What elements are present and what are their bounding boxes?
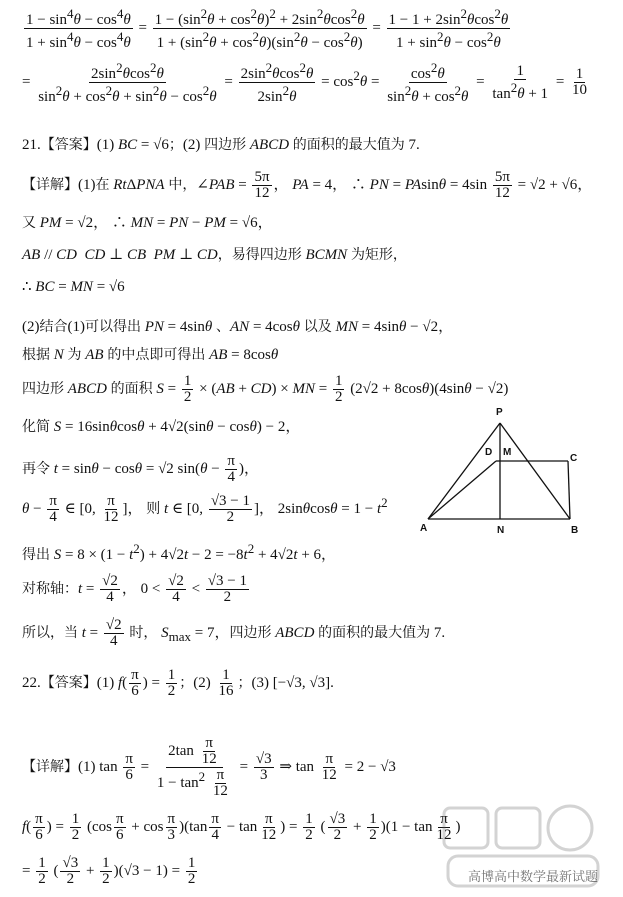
label-M: M xyxy=(503,447,512,458)
q21-part2-7: 得出 $S = 8 \times (1 - t^2) + 4√2t - 2 = -8t^2 + 4√2t + 6$， xyxy=(22,541,337,563)
label-D: D xyxy=(485,447,493,458)
q22-detail-1: 【详解】(1) tan $\frac{\pi}{6}$ = 2tan $\frac{\pi}{12}$ $1 - \tan^2$ $\frac{\pi}{12}$ = $\frac{√3}{3}$ ⇒ tan $\frac{\pi}{12}$ = 2 − √3 xyxy=(22,735,396,799)
line-AD xyxy=(428,461,496,519)
q22-detail-3: = $\frac{1}{2}$ ( $\frac{√3}{2}$ + $\frac{1}{2}$ )(√3 − 1) = $\frac{1}{2}$ xyxy=(22,855,196,887)
label-N: N xyxy=(497,525,505,536)
q21-part2-3: 四边形 ABCD 的面积 S = $\frac{1}{2}$ × (AB + CD) × MN = $\frac{1}{2}$ (2√2 + 8cosθ)(4sinθ − √2) xyxy=(22,373,509,405)
q21-detail-2: 又 PM = √2， ∴ MN = PN − PM = √6， xyxy=(22,215,273,231)
q22-detail-2: f( $\frac{\pi}{6}$ ) = $\frac{1}{2}$ (cos $\frac{\pi}{6}$ + cos $\frac{\pi}{3}$ )(tan $\frac{\pi}{4}$ − tan $\frac{\pi}{12}$ ) = $\frac{1}{2}$ ( $\frac{√3}{2}$ + $\frac{1}{2}$ )(1 − tan $\frac{\pi}{12}$ ) xyxy=(22,811,461,843)
line-CB xyxy=(568,461,570,519)
q21-part2-2: 根据 N 为 AB 的中点即可得出 AB = 8cosθ xyxy=(22,347,279,363)
q21-part2-6: θ − $\frac{\pi}{4}$ ∈ [0, $\frac{\pi}{12}$ ]， 则 t ∈ [0, $\frac{√3 - 1}{2}$ ]， $2\sin\theta\cos\theta = 1 - t^2$ xyxy=(22,493,388,526)
label-A: A xyxy=(420,523,428,534)
q21-part2-5: 再令 t = sinθ − cosθ = √2 sin(θ − $\frac{\pi}{4}$ )， xyxy=(22,453,259,485)
label-B: B xyxy=(571,525,579,536)
label-C: C xyxy=(570,453,578,464)
q21-part2-9: 所以，当 t = $\frac{√2}{4}$ 时， $S_{max} = 7$，四边形 ABCD 的面积的最大值为 7. xyxy=(22,617,446,649)
trapezoid-diagram xyxy=(418,405,594,541)
equation-line-2: = $\frac{2\sin^2\theta\cos^2\theta}{\sin^2\theta + \cos^2\theta + \sin^2\theta - \cos^2\theta}$ = $\frac{2\sin^2\theta\cos^2\theta}{2\sin^2\theta}$ = $\cos^2\theta$ = $\frac{\cos^2\theta}{\sin^2\theta + \cos^2\theta}$ = $\frac{1}{\tan^2\theta + 1}$ = $\frac{1}{10}$ xyxy=(22,60,588,105)
q22-answer: 22.【答案】(1) f( $\frac{\pi}{6}$ ) = $\frac{1}{2}$ ；(2) $\frac{1}{16}$ ；(3) [−√3, √3]. xyxy=(22,667,334,699)
q21-part2-8: 对称轴：t = $\frac{√2}{4}$ ， 0 < $\frac{√2}{4}$ < $\frac{√3 - 1}{2}$ xyxy=(22,573,247,605)
equation-line-1: $\frac{1 - \sin^4\theta - \cos^4\theta}{1 + \sin^4\theta - \cos^4\theta}$ = $\frac{1 - (\sin^2\theta + \cos^2\theta)^2 + 2\sin^2\theta\cos^2\theta}{1 + (\sin^2\theta + \cos^2\theta)(\sin^2\theta - \cos^2\theta)}$ = $\frac{1 - 1 + 2\sin^2\theta\cos^2\theta}{1 + \sin^2\theta - \cos^2\theta}$ xyxy=(26,6,509,51)
q21-detail-4: ∴ BC = MN = √6 xyxy=(22,279,125,295)
q21-answer: 21.【答案】(1) BC = √6；(2) 四边形 ABCD 的面积的最大值为 7. xyxy=(22,137,420,153)
geometry-figure xyxy=(418,405,594,541)
watermark-text: 高博高中数学最新试题 xyxy=(468,870,599,885)
label-P: P xyxy=(496,407,503,418)
q21-part2-1: (2)结合(1)可以得出 PN = 4sinθ 、AN = 4cosθ 以及 MN = 4sinθ − √2， xyxy=(22,319,454,335)
line-AP xyxy=(428,423,500,519)
q21-part2-4: 化简 S = 16sinθcosθ + 4√2(sinθ − cosθ) − 2， xyxy=(22,419,301,435)
q21-detail-1: 【详解】(1)在 RtΔPNA 中，∠PAB = $\frac{5\pi}{12}$ ， PA = 4， ∴ PN = PAsinθ = 4sin $\frac{5\pi}{12}$ = √2 + √6， xyxy=(22,169,593,201)
q21-detail-3: AB // CD CD ⊥ CB PM ⊥ CD，易得四边形 BCMN 为矩形， xyxy=(22,247,407,263)
line-PB xyxy=(500,423,570,519)
